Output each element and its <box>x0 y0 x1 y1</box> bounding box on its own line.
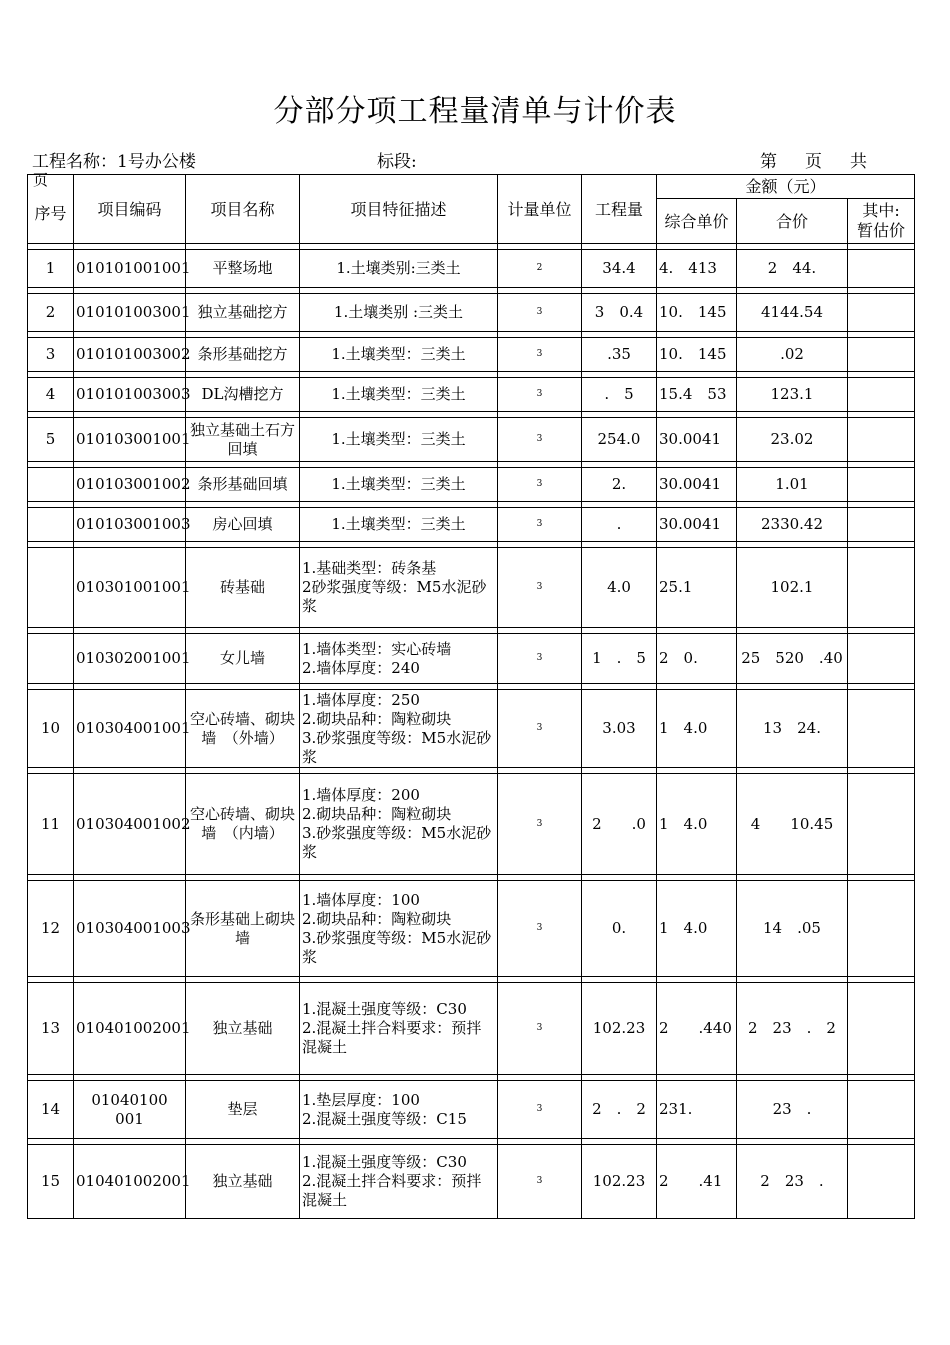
row-unit-price: 1 4.0 <box>657 774 737 875</box>
row-name: 独立基础 <box>186 1145 300 1219</box>
row-seq: 2 <box>28 294 74 332</box>
row-unit: 3 <box>498 418 582 462</box>
row-unit: 3 <box>498 548 582 628</box>
row-estimate <box>848 508 915 542</box>
table-row <box>28 881 915 977</box>
row-desc <box>300 1081 498 1139</box>
table-row <box>28 250 915 288</box>
row-desc: 1.土壤类别:三类土 <box>300 250 498 288</box>
desc-line: 1.垫层厚度：100 <box>302 1090 420 1109</box>
row-qty: 2. <box>582 468 657 502</box>
row-desc <box>300 1145 498 1219</box>
row-total: .02 <box>737 338 848 372</box>
row-seq: 5 <box>28 418 74 462</box>
row-name: 独立基础 <box>186 983 300 1075</box>
desc-line: 2.混凝土强度等级：C15 <box>302 1109 467 1128</box>
bill-table <box>27 174 915 1219</box>
row-code: 010401002001 <box>74 1145 186 1219</box>
desc-line: 1.墙体厚度：100 <box>302 890 420 909</box>
row-total: 123.1 <box>737 378 848 412</box>
row-seq: 15 <box>28 1145 74 1219</box>
page-ye: 页 <box>805 152 822 172</box>
row-name: 条形基础挖方 <box>186 338 300 372</box>
row-estimate <box>848 774 915 875</box>
col-qty: 工程量 <box>582 175 657 244</box>
row-total: 23 . <box>737 1081 848 1139</box>
row-qty: 254.0 <box>582 418 657 462</box>
desc-line: 2.混凝土拌合料要求：预拌混凝土 <box>302 1019 482 1056</box>
row-estimate <box>848 338 915 372</box>
desc-line: 3.砂浆强度等级：M5水泥砂浆 <box>302 928 492 966</box>
table-row <box>28 418 915 462</box>
row-seq: 1 <box>28 250 74 288</box>
row-total: 14 .05 <box>737 881 848 977</box>
table-row <box>28 1145 915 1219</box>
col-amount: 金额（元） <box>657 175 915 199</box>
row-unit: 3 <box>498 338 582 372</box>
row-total: 2 44. <box>737 250 848 288</box>
row-name: DL沟槽挖方 <box>186 378 300 412</box>
row-qty: 3 0.4 <box>582 294 657 332</box>
col-seq: 序号 <box>28 175 74 244</box>
row-estimate <box>848 378 915 412</box>
page-ye-wrap: 页 <box>33 171 49 189</box>
col-unit-price: 综合单价 <box>657 199 737 244</box>
row-unit-price: 2 .41 <box>657 1145 737 1219</box>
row-code: 010304001002 <box>74 774 186 875</box>
desc-line: 1.混凝土强度等级：C30 <box>302 1000 467 1018</box>
row-unit: 3 <box>498 690 582 768</box>
row-qty: . <box>582 508 657 542</box>
row-desc: 1.土壤类型：三类土 <box>300 468 498 502</box>
row-unit: 2 <box>498 250 582 288</box>
desc-line: 2.混凝土拌合料要求：预拌混凝土 <box>302 1172 482 1209</box>
row-desc <box>300 634 498 684</box>
desc-line: 2.砌块品种：陶粒砌块 <box>302 709 452 728</box>
row-seq: 10 <box>28 690 74 768</box>
row-estimate <box>848 250 915 288</box>
row-unit: 3 <box>498 983 582 1075</box>
row-unit-price: 30.0041 <box>657 468 737 502</box>
row-estimate <box>848 548 915 628</box>
row-unit-price: 30.0041 <box>657 418 737 462</box>
col-name: 项目名称 <box>186 175 300 244</box>
row-qty: . 5 <box>582 378 657 412</box>
row-seq: 11 <box>28 774 74 875</box>
table-row <box>28 774 915 875</box>
desc-line: 1.墙体厚度：250 <box>302 690 420 709</box>
row-qty: 1 . 5 <box>582 634 657 684</box>
row-name: 女儿墙 <box>186 634 300 684</box>
table-row <box>28 983 915 1075</box>
row-code: 010101003002 <box>74 338 186 372</box>
row-qty: 4.0 <box>582 548 657 628</box>
table-row <box>28 338 915 372</box>
row-unit: 3 <box>498 634 582 684</box>
row-qty: 0. <box>582 881 657 977</box>
row-name: 条形基础回填 <box>186 468 300 502</box>
row-name: 平整场地 <box>186 250 300 288</box>
page-counter <box>760 147 867 172</box>
row-qty: 3.03 <box>582 690 657 768</box>
row-seq: 14 <box>28 1081 74 1139</box>
desc-line: 2.墙体厚度：240 <box>302 658 420 677</box>
desc-line: 2砂浆强度等级：M5水泥砂浆 <box>302 578 487 615</box>
row-code: 010304001003 <box>74 881 186 977</box>
row-total: 2 23 . <box>737 1145 848 1219</box>
row-qty: .35 <box>582 338 657 372</box>
section-label: 标段: <box>377 152 417 172</box>
row-qty: 34.4 <box>582 250 657 288</box>
row-unit: 3 <box>498 1081 582 1139</box>
page-di: 第 <box>760 152 777 172</box>
row-estimate <box>848 881 915 977</box>
row-unit-price: 2 0. <box>657 634 737 684</box>
col-unit: 计量单位 <box>498 175 582 244</box>
row-name: 房心回填 <box>186 508 300 542</box>
row-desc: 1.土壤类型：三类土 <box>300 418 498 462</box>
desc-line: 2.砌块品种：陶粒砌块 <box>302 909 452 928</box>
desc-line: 2.砌块品种：陶粒砌块 <box>302 805 452 823</box>
page-title: 分部分项工程量清单与计价表 <box>273 94 677 129</box>
row-unit-price: 2 .440 <box>657 983 737 1075</box>
row-qty: 2 .0 <box>582 774 657 875</box>
row-code: 010302001001 <box>74 634 186 684</box>
desc-line: 1.墙体厚度：200 <box>302 786 420 804</box>
row-code: 010301001001 <box>74 548 186 628</box>
row-code: 010101001001 <box>74 250 186 288</box>
row-total: 1.01 <box>737 468 848 502</box>
table-row <box>28 548 915 628</box>
desc-line: 1.墙体类型：实心砖墙 <box>302 639 452 658</box>
row-estimate <box>848 294 915 332</box>
row-estimate <box>848 983 915 1075</box>
row-desc <box>300 548 498 628</box>
row-code: 010103001003 <box>74 508 186 542</box>
row-unit-price: 4. 413 <box>657 250 737 288</box>
row-estimate <box>848 1081 915 1139</box>
page-gong: 共 <box>850 152 867 172</box>
row-seq: 3 <box>28 338 74 372</box>
row-code: 010101003003 <box>74 378 186 412</box>
row-seq <box>28 634 74 684</box>
project-name: 工程名称：1号办公楼 <box>32 152 196 172</box>
table-row <box>28 294 915 332</box>
row-unit: 3 <box>498 508 582 542</box>
row-qty: 102.23 <box>582 983 657 1075</box>
desc-line: 1.基础类型：砖条基 <box>302 559 437 577</box>
row-total: 23.02 <box>737 418 848 462</box>
desc-line: 3.砂浆强度等级：M5水泥砂浆 <box>302 728 492 766</box>
col-estimate-1: 其中: <box>862 201 900 220</box>
row-desc <box>300 881 498 977</box>
row-code: 010103001002 <box>74 468 186 502</box>
row-unit: 3 <box>498 774 582 875</box>
row-unit-price: 30.0041 <box>657 508 737 542</box>
row-unit: 3 <box>498 294 582 332</box>
row-estimate <box>848 1145 915 1219</box>
row-unit: 3 <box>498 1145 582 1219</box>
row-desc <box>300 690 498 768</box>
row-name: 空心砖墙、砌块墙 （外墙） <box>186 690 300 768</box>
row-seq: 12 <box>28 881 74 977</box>
row-code: 010101003001 <box>74 294 186 332</box>
row-seq <box>28 508 74 542</box>
row-desc: 1.土壤类别 :三类土 <box>300 294 498 332</box>
row-code: 010304001001 <box>74 690 186 768</box>
row-code: 010103001001 <box>74 418 186 462</box>
row-name: 空心砖墙、砌块墙 （内墙） <box>186 774 300 875</box>
row-unit-price: 231. <box>657 1081 737 1139</box>
row-desc: 1.土壤类型：三类土 <box>300 378 498 412</box>
row-total: 2 23 . 2 <box>737 983 848 1075</box>
table-row <box>28 508 915 542</box>
row-unit: 3 <box>498 881 582 977</box>
row-seq <box>28 468 74 502</box>
row-total: 2330.42 <box>737 508 848 542</box>
table-row <box>28 1081 915 1139</box>
row-seq: 4 <box>28 378 74 412</box>
desc-line: 3.砂浆强度等级：M5水泥砂浆 <box>302 824 492 861</box>
row-code: 01040100 001 <box>74 1081 186 1139</box>
row-unit-price: 1 4.0 <box>657 690 737 768</box>
row-unit-price: 10. 145 <box>657 338 737 372</box>
row-estimate <box>848 690 915 768</box>
row-seq <box>28 548 74 628</box>
row-total: 102.1 <box>737 548 848 628</box>
row-estimate <box>848 468 915 502</box>
row-total: 4 10.45 <box>737 774 848 875</box>
row-desc <box>300 774 498 875</box>
row-name: 垫层 <box>186 1081 300 1139</box>
row-estimate <box>848 418 915 462</box>
row-name: 独立基础挖方 <box>186 294 300 332</box>
table-row <box>28 468 915 502</box>
row-name: 独立基础土石方 回填 <box>186 418 300 462</box>
table-row <box>28 690 915 768</box>
row-unit-price: 1 4.0 <box>657 881 737 977</box>
row-qty: 2 . 2 <box>582 1081 657 1139</box>
row-total: 4144.54 <box>737 294 848 332</box>
row-qty: 102.23 <box>582 1145 657 1219</box>
row-desc: 1.土壤类型：三类土 <box>300 338 498 372</box>
row-name: 条形基础上砌块墙 <box>186 881 300 977</box>
row-total: 13 24. <box>737 690 848 768</box>
row-unit: 3 <box>498 378 582 412</box>
row-seq: 13 <box>28 983 74 1075</box>
col-estimate-2: 暂估价 <box>857 221 906 240</box>
row-estimate <box>848 634 915 684</box>
table-row <box>28 378 915 412</box>
row-unit: 3 <box>498 468 582 502</box>
row-unit-price: 15.4 53 <box>657 378 737 412</box>
col-desc: 项目特征描述 <box>300 175 498 244</box>
row-desc: 1.土壤类型：三类土 <box>300 508 498 542</box>
row-total: 25 520 .40 <box>737 634 848 684</box>
col-estimate <box>848 199 915 244</box>
desc-line: 1.混凝土强度等级：C30 <box>302 1153 467 1171</box>
row-name: 砖基础 <box>186 548 300 628</box>
row-unit-price: 10. 145 <box>657 294 737 332</box>
col-code: 项目编码 <box>74 175 186 244</box>
table-row <box>28 634 915 684</box>
row-code: 010401002001 <box>74 983 186 1075</box>
col-total: 合价 <box>737 199 848 244</box>
row-desc <box>300 983 498 1075</box>
row-unit-price: 25.1 <box>657 548 737 628</box>
